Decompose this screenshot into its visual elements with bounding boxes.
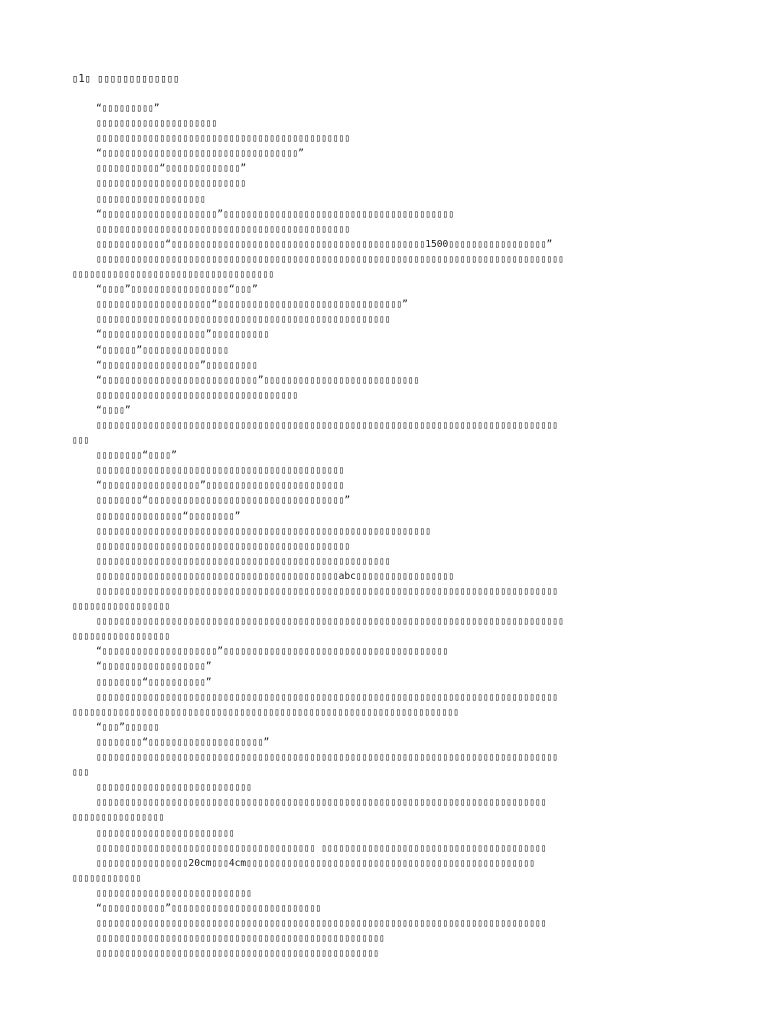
text-line: ▯▯▯▯▯▯▯▯▯▯▯▯▯▯▯▯▯▯▯▯▯▯▯▯▯▯▯▯▯▯▯▯▯▯▯▯▯▯▯▯▯▯▯▯▯▯▯▯▯▯▯▯▯▯▯▯▯▯▯▯▯▯▯▯▯▯▯▯▯▯▯▯▯▯▯▯▯▯▯▯: [96, 419, 559, 431]
text-line: ▯▯▯▯▯▯▯▯▯▯▯▯▯▯▯▯▯▯▯▯▯▯▯▯▯▯▯▯▯▯▯▯▯▯▯▯▯▯▯▯▯▯▯▯▯▯▯▯▯▯▯: [96, 314, 391, 326]
text-line: “▯▯▯”▯▯▯▯▯▯: [96, 721, 160, 733]
text-line: ▯▯▯▯▯▯▯▯▯▯▯▯“▯▯▯▯▯▯▯▯▯▯▯▯▯▯▯▯▯▯▯▯▯▯▯▯▯▯▯▯▯▯▯▯▯▯▯▯▯▯▯▯▯▯▯▯1500▯▯▯▯▯▯▯▯▯▯▯▯▯▯▯▯▯”: [96, 238, 553, 250]
text-line: ▯▯▯: [72, 435, 90, 447]
text-line: ▯▯▯▯▯▯▯▯▯▯▯▯▯▯▯▯▯▯▯▯▯▯▯▯▯▯▯▯▯▯▯▯▯▯▯▯▯▯▯▯▯▯▯▯▯▯▯▯▯▯▯▯▯▯▯▯▯▯▯▯▯▯▯▯▯▯▯▯▯▯▯▯▯▯▯▯▯▯▯▯: [96, 752, 559, 764]
text-line: ▯▯▯▯▯▯▯▯▯▯▯▯▯▯▯▯▯▯▯▯▯▯▯▯▯▯▯: [96, 887, 252, 899]
text-line: ▯▯▯▯▯▯▯▯▯▯▯▯▯▯▯▯▯▯▯▯▯▯▯▯▯▯▯: [96, 782, 252, 794]
text-line: ▯▯▯▯▯▯▯▯▯▯▯▯▯▯▯▯▯: [72, 631, 171, 643]
text-line: “▯▯▯▯▯▯▯▯▯▯▯▯▯▯▯▯▯”▯▯▯▯▯▯▯▯▯▯▯▯▯▯▯▯▯▯▯▯▯▯▯▯: [96, 480, 345, 492]
text-line: “▯▯▯▯▯▯▯▯▯▯▯▯▯▯▯▯▯▯▯▯”▯▯▯▯▯▯▯▯▯▯▯▯▯▯▯▯▯▯▯▯▯▯▯▯▯▯▯▯▯▯▯▯▯▯▯▯▯▯▯▯: [96, 208, 455, 220]
text-line: ▯▯▯▯▯▯▯▯▯▯▯▯▯▯▯▯▯▯▯▯▯▯▯▯▯▯▯▯▯▯▯▯▯▯▯▯▯▯▯▯▯▯▯▯▯▯▯▯▯▯▯▯▯▯▯▯▯▯▯▯▯▯▯▯▯▯▯▯▯▯▯▯▯▯▯▯▯▯▯▯▯: [96, 253, 564, 265]
text-line: ▯▯▯▯▯▯▯▯▯▯▯▯▯▯▯▯▯▯▯▯“▯▯▯▯▯▯▯▯▯▯▯▯▯▯▯▯▯▯▯▯▯▯▯▯▯▯▯▯▯▯▯▯”: [96, 299, 408, 311]
text-line: ▯▯▯▯▯▯▯▯▯▯▯▯▯▯▯▯▯▯▯▯▯▯▯▯▯▯▯▯▯▯▯▯▯▯▯▯▯▯▯▯▯▯▯▯: [96, 133, 351, 145]
text-line: ▯▯▯▯▯▯▯▯▯▯▯▯▯▯▯“▯▯▯▯▯▯▯▯”: [96, 510, 241, 522]
text-line: ▯▯▯▯▯▯▯▯“▯▯▯▯▯▯▯▯▯▯”: [96, 676, 212, 688]
text-line: ▯▯▯▯▯▯▯▯▯▯▯▯▯▯▯▯▯▯▯▯▯▯▯▯▯▯▯▯▯▯▯▯▯▯▯▯▯▯▯▯▯▯▯▯▯▯▯▯▯▯▯▯▯▯▯▯▯▯▯▯▯▯▯▯▯▯▯▯▯▯▯▯▯▯▯▯▯▯▯▯: [96, 586, 559, 597]
text-line: ▯▯▯▯▯▯▯▯▯▯▯▯: [72, 872, 142, 884]
text-line: “▯▯▯▯▯▯▯▯▯▯▯▯▯▯▯▯▯▯▯▯▯▯▯▯▯▯▯▯▯▯▯▯▯▯”: [96, 148, 304, 160]
text-line: “▯▯▯▯▯▯▯▯▯▯▯▯▯▯▯▯▯▯”▯▯▯▯▯▯▯▯▯▯: [96, 329, 270, 341]
text-line: ▯▯▯▯▯▯▯▯▯▯▯▯▯▯▯▯▯▯▯▯▯▯▯▯▯▯▯▯▯▯▯▯▯▯▯▯▯▯▯▯▯▯▯▯▯▯▯▯▯▯▯▯▯▯▯▯▯▯▯▯▯▯▯▯▯▯▯▯▯▯▯▯▯▯▯▯▯▯▯▯▯: [96, 616, 564, 628]
text-line: ▯▯▯▯▯▯▯▯▯▯▯▯▯▯▯▯▯▯▯▯▯▯▯▯: [96, 827, 235, 839]
text-line: ▯▯▯▯▯▯▯▯▯▯▯▯▯▯▯▯▯▯▯▯▯▯▯▯▯▯▯▯▯▯▯▯▯▯▯▯▯▯▯▯▯▯▯: [96, 465, 345, 477]
text-line: ▯▯▯▯▯▯▯▯▯▯▯▯▯▯▯▯▯▯▯▯▯▯▯▯▯▯▯▯▯▯▯▯▯▯▯▯▯▯▯▯▯▯▯▯▯▯▯▯▯▯▯▯▯▯▯▯▯▯▯▯▯▯▯▯▯▯▯▯▯▯▯▯▯▯▯▯▯▯▯▯: [96, 691, 559, 703]
text-line: “▯▯▯▯▯▯”▯▯▯▯▯▯▯▯▯▯▯▯▯▯▯: [96, 344, 229, 356]
text-line: ▯▯▯▯▯▯▯▯▯▯▯▯▯▯▯▯▯▯▯▯▯▯▯▯▯▯▯▯▯▯▯▯▯▯▯▯▯▯▯▯▯▯abc▯▯▯▯▯▯▯▯▯▯▯▯▯▯▯▯▯: [96, 570, 455, 582]
text-line: ▯▯▯▯▯▯▯▯▯▯▯▯▯▯▯▯: [72, 812, 165, 824]
text-line: ▯▯▯▯▯▯▯▯▯▯▯▯▯▯▯▯▯▯▯: [96, 193, 206, 205]
text-line: ▯▯▯▯▯▯▯▯▯▯▯▯▯▯▯▯▯▯▯▯▯▯▯▯▯▯: [96, 178, 247, 190]
text-line: ▯▯▯▯▯▯▯▯▯▯▯▯▯▯▯▯▯▯▯▯▯▯▯▯▯▯▯▯▯▯▯▯▯▯▯▯▯▯▯▯▯▯▯▯▯▯▯▯▯▯▯▯▯▯▯▯▯▯: [96, 525, 432, 537]
text-line: “▯▯▯▯▯▯▯▯▯”: [96, 103, 160, 114]
body-text: [72, 101, 702, 961]
section-heading: ▯1▯ ▯▯▯▯▯▯▯▯▯▯▯▯▯: [72, 73, 180, 85]
text-line: “▯▯▯▯”: [96, 404, 131, 416]
text-line: ▯▯▯▯▯▯▯▯▯▯▯▯▯▯▯▯▯▯▯▯▯: [96, 118, 218, 130]
text-line: ▯▯▯▯▯▯▯▯“▯▯▯▯▯▯▯▯▯▯▯▯▯▯▯▯▯▯▯▯”: [96, 736, 270, 748]
text-line: ▯▯▯▯▯▯▯▯▯▯▯▯▯▯▯▯20cm▯▯▯4cm▯▯▯▯▯▯▯▯▯▯▯▯▯▯▯▯▯▯▯▯▯▯▯▯▯▯▯▯▯▯▯▯▯▯▯▯▯▯▯▯▯▯▯▯▯▯▯▯▯▯: [96, 857, 535, 869]
text-line: ▯▯▯▯▯▯▯▯▯▯▯▯▯▯▯▯▯▯▯▯▯▯▯▯▯▯▯▯▯▯▯▯▯▯▯▯▯▯ ▯▯▯▯▯▯▯▯▯▯▯▯▯▯▯▯▯▯▯▯▯▯▯▯▯▯▯▯▯▯▯▯▯▯▯▯▯▯▯: [96, 842, 547, 854]
text-line: ▯▯▯▯▯▯▯▯▯▯▯▯▯▯▯▯▯▯▯▯▯▯▯▯▯▯▯▯▯▯▯▯▯▯▯▯▯▯▯▯▯▯▯▯▯▯▯▯▯▯▯▯▯▯▯▯▯▯▯▯▯▯▯▯▯▯▯: [72, 706, 459, 718]
text-line: ▯▯▯: [72, 767, 90, 779]
text-line: ▯▯▯▯▯▯▯▯▯▯▯▯▯▯▯▯▯▯▯▯▯▯▯▯▯▯▯▯▯▯▯▯▯▯▯▯▯▯▯▯▯▯▯▯: [96, 540, 351, 552]
text-line: ▯▯▯▯▯▯▯▯▯▯▯▯▯▯▯▯▯▯▯▯▯▯▯▯▯▯▯▯▯▯▯▯▯▯▯▯▯▯▯▯▯▯▯▯▯▯▯▯▯▯▯▯▯▯▯▯▯▯▯▯▯▯▯▯▯▯▯▯▯▯▯▯▯▯▯▯▯▯: [96, 797, 547, 809]
text-line: ▯▯▯▯▯▯▯▯▯▯▯▯▯▯▯▯▯▯▯▯▯▯▯▯▯▯▯▯▯▯▯▯▯▯▯▯▯▯▯▯▯▯▯▯▯▯▯▯▯▯▯: [96, 555, 391, 567]
text-line: “▯▯▯▯▯▯▯▯▯▯▯▯▯▯▯▯▯▯”: [96, 661, 212, 673]
text-line: “▯▯▯▯▯▯▯▯▯▯▯▯▯▯▯▯▯”▯▯▯▯▯▯▯▯▯: [96, 359, 258, 371]
text-line: ▯▯▯▯▯▯▯▯▯▯▯▯▯▯▯▯▯▯▯▯▯▯▯▯▯▯▯▯▯▯▯▯▯▯▯▯▯▯▯▯▯▯▯▯▯▯▯▯▯: [96, 948, 380, 960]
text-line: ▯▯▯▯▯▯▯▯▯▯▯▯▯▯▯▯▯▯▯▯▯▯▯▯▯▯▯▯▯▯▯▯▯▯▯▯▯▯▯▯▯▯▯▯▯▯▯▯▯▯: [96, 933, 385, 945]
text-line: ▯▯▯▯▯▯▯▯▯▯▯▯▯▯▯▯▯▯▯▯▯▯▯▯▯▯▯▯▯▯▯▯▯▯▯▯▯▯▯▯▯▯▯▯: [96, 223, 351, 235]
text-line: “▯▯▯▯”▯▯▯▯▯▯▯▯▯▯▯▯▯▯▯▯▯“▯▯▯”: [96, 284, 258, 296]
text-line: ▯▯▯▯▯▯▯▯▯▯▯▯▯▯▯▯▯▯▯▯▯▯▯▯▯▯▯▯▯▯▯▯▯▯▯: [72, 269, 275, 281]
text-line: “▯▯▯▯▯▯▯▯▯▯▯”▯▯▯▯▯▯▯▯▯▯▯▯▯▯▯▯▯▯▯▯▯▯▯▯▯▯: [96, 902, 322, 914]
text-line: ▯▯▯▯▯▯▯▯▯▯▯▯▯▯▯▯▯▯▯▯▯▯▯▯▯▯▯▯▯▯▯▯▯▯▯▯▯▯▯▯▯▯▯▯▯▯▯▯▯▯▯▯▯▯▯▯▯▯▯▯▯▯▯▯▯▯▯▯▯▯▯▯▯▯▯▯▯▯: [96, 918, 547, 930]
text-line: ▯▯▯▯▯▯▯▯“▯▯▯▯▯▯▯▯▯▯▯▯▯▯▯▯▯▯▯▯▯▯▯▯▯▯▯▯▯▯▯▯▯▯”: [96, 495, 351, 507]
text-line: ▯▯▯▯▯▯▯▯▯▯▯“▯▯▯▯▯▯▯▯▯▯▯▯▯”: [96, 163, 247, 175]
text-line: ▯▯▯▯▯▯▯▯▯▯▯▯▯▯▯▯▯: [72, 601, 171, 613]
text-line: “▯▯▯▯▯▯▯▯▯▯▯▯▯▯▯▯▯▯▯▯▯▯▯▯▯▯▯”▯▯▯▯▯▯▯▯▯▯▯▯▯▯▯▯▯▯▯▯▯▯▯▯▯▯▯: [96, 374, 420, 386]
text-line: ▯▯▯▯▯▯▯▯“▯▯▯▯”: [96, 450, 177, 462]
text-line: ▯▯▯▯▯▯▯▯▯▯▯▯▯▯▯▯▯▯▯▯▯▯▯▯▯▯▯▯▯▯▯▯▯▯▯: [96, 389, 299, 401]
text-line: “▯▯▯▯▯▯▯▯▯▯▯▯▯▯▯▯▯▯▯▯”▯▯▯▯▯▯▯▯▯▯▯▯▯▯▯▯▯▯▯▯▯▯▯▯▯▯▯▯▯▯▯▯▯▯▯▯▯▯▯: [96, 646, 449, 658]
